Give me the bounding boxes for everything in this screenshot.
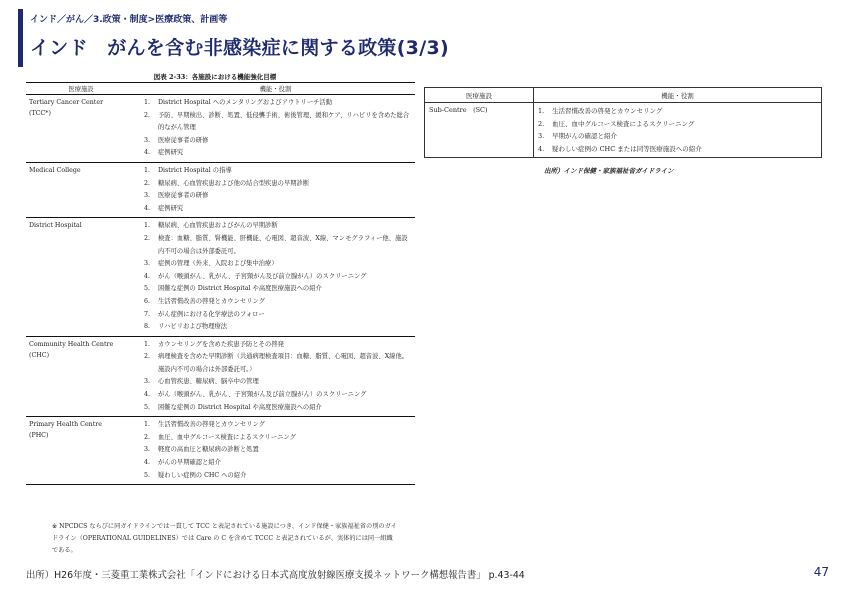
table-row bbox=[26, 162, 415, 217]
facility-cell bbox=[26, 218, 136, 336]
facility-cell: Sub-Centre (SC) bbox=[425, 103, 534, 158]
side-table-source: 出所）インド保健・家族福祉省ガイドライン bbox=[544, 167, 674, 175]
column-header-facility: 医療施設 bbox=[26, 83, 136, 95]
list-item: 2. 病理検査を含めた早期診断（共通病理検査項目：血糖、脂質、心電図、超音波、X線他。施設内不可の場合は外部委託可。） bbox=[144, 353, 409, 373]
list-item: 2. 血圧、血中グルコース検査によるスクリーニング bbox=[144, 433, 296, 441]
figure-caption: 図表 2-33：各施設における機能強化目標 bbox=[153, 73, 277, 81]
list-item: 1. 糖尿病、心血管疾患およびがんの早期診断 bbox=[144, 222, 278, 230]
table-row bbox=[26, 336, 415, 417]
list-item: 1. 生活習慣改善の啓発とカウンセリング bbox=[538, 107, 663, 115]
list-item: 7. がん症例における化学療法のフォロー bbox=[144, 310, 265, 318]
page-number: 47 bbox=[813, 565, 829, 579]
function-cell bbox=[136, 95, 415, 163]
column-header-facility: 医療施設 bbox=[425, 88, 534, 103]
list-item: 4. がんの早期確認と紹介 bbox=[144, 459, 221, 467]
list-item: 1. 生活習慣改善の啓発とカウンセリング bbox=[144, 421, 265, 429]
list-item: 1. カウンセリングを含めた疾患予防とその啓発 bbox=[144, 340, 284, 348]
facility-cell bbox=[26, 95, 136, 163]
facility-abbrev: (PHC) bbox=[29, 432, 49, 440]
list-item: 1. District Hospital へのメンタリングおよびアウトリーチ活動 bbox=[144, 99, 333, 106]
source-citation: 出所）H26年度・三菱重工業株式会社「インドにおける日本式高度放射線医療支援ネットワーク構想報告書」 p.43-44 bbox=[26, 570, 525, 581]
list-item: 4. 疑わしい症例の CHC または同等医療施設への紹介 bbox=[538, 144, 702, 153]
function-cell bbox=[136, 336, 415, 417]
list-item: 5. 疑わしい症例の CHC への紹介 bbox=[144, 471, 247, 479]
table-row bbox=[26, 218, 415, 336]
list-item: 3. 医療従事者の研修 bbox=[144, 192, 209, 200]
list-item: 2. 血圧、血中グルコース検査によるスクリーニング bbox=[538, 119, 695, 128]
facility-name: Community Health Centre bbox=[29, 340, 114, 348]
list-item: 5. 困難な症例の District Hospital や高度医療施設への紹介 bbox=[144, 403, 322, 411]
facility-abbrev: (TCC*) bbox=[29, 110, 51, 117]
facility-cell bbox=[26, 417, 136, 485]
function-cell bbox=[136, 162, 415, 217]
function-cell bbox=[136, 218, 415, 336]
list-item: 3. 早期がんの確認と紹介 bbox=[538, 132, 617, 141]
facility-cell bbox=[26, 336, 136, 417]
table-row bbox=[26, 95, 415, 163]
column-header-function: 機能・役割 bbox=[136, 83, 415, 95]
list-item: 4. がん（喉頭がん、乳がん、子宮頸がん及び前立腺がん）のスクリーニング bbox=[144, 272, 367, 280]
column-header-function: 機能・役割 bbox=[534, 88, 822, 103]
list-item: 4. 症例研究 bbox=[144, 149, 184, 157]
facility-abbrev: (CHC) bbox=[29, 351, 50, 359]
function-cell bbox=[534, 103, 822, 158]
list-item: 2. 予防、早期検出、診断、処置、低侵襲手術、術後管理、緩和ケア、リハビリを含めた総合的ながん管理 bbox=[144, 111, 410, 132]
list-item: 5. 困難な症例の District Hospital や高度医療施設への紹介 bbox=[144, 285, 322, 293]
list-item: 8. リハビリおよび物理療法 bbox=[144, 323, 228, 331]
list-item: 2. 糖尿病、心血管疾患および他の結合型疾患の早期診断 bbox=[144, 179, 310, 187]
title-accent-bar bbox=[18, 9, 23, 67]
table-row bbox=[26, 417, 415, 485]
function-cell bbox=[136, 417, 415, 485]
table-row bbox=[425, 103, 822, 158]
facility-name: Primary Health Centre bbox=[29, 421, 102, 429]
table-footnote: ※ NPCDCS ならびに同ガイドラインでは一貫して TCC と表記されている施設につき、インド保健・家族福祉省の別のガイドライン（OPERATIONAL GUIDELINES）では Care の C を含めて TCCC と表記されているが、実体的には同一組織である。 bbox=[52, 523, 397, 554]
list-item: 4. がん（喉頭がん、乳がん、子宮頸がん及び前立腺がん）のスクリーニング bbox=[144, 391, 367, 399]
facility-name: Medical College bbox=[29, 166, 81, 174]
page-title: インド がんを含む非感染症に関する政策(3/3) bbox=[30, 37, 449, 59]
list-item: 1. District Hospital の指導 bbox=[144, 166, 232, 174]
sub-centre-table bbox=[424, 87, 822, 158]
list-item: 3. 軽度の高血圧と糖尿病の診断と処置 bbox=[144, 446, 259, 454]
facility-function-table bbox=[26, 82, 415, 485]
list-item: 2. 検査：血糖、脂質、腎機能、肝機能、心電図、超音波、X線、マンモグラフィー他、施設内不可の場合は外部委託可。 bbox=[144, 234, 408, 255]
breadcrumb: インド／がん／3.政策・制度>医療政策、計画等 bbox=[30, 15, 228, 25]
list-item: 3. 医療従事者の研修 bbox=[144, 136, 209, 144]
list-item: 3. 心血管疾患、糖尿病、脳卒中の管理 bbox=[144, 378, 259, 386]
facility-cell bbox=[26, 162, 136, 217]
facility-name: District Hospital bbox=[29, 222, 82, 230]
list-item: 3. 症例の管理（外来、入院および集中治療） bbox=[144, 260, 278, 268]
facility-name: Tertiary Cancer Center bbox=[29, 99, 104, 106]
list-item: 4. 症例研究 bbox=[144, 204, 184, 212]
list-item: 6. 生活習慣改善の啓発とカウンセリング bbox=[144, 297, 265, 305]
